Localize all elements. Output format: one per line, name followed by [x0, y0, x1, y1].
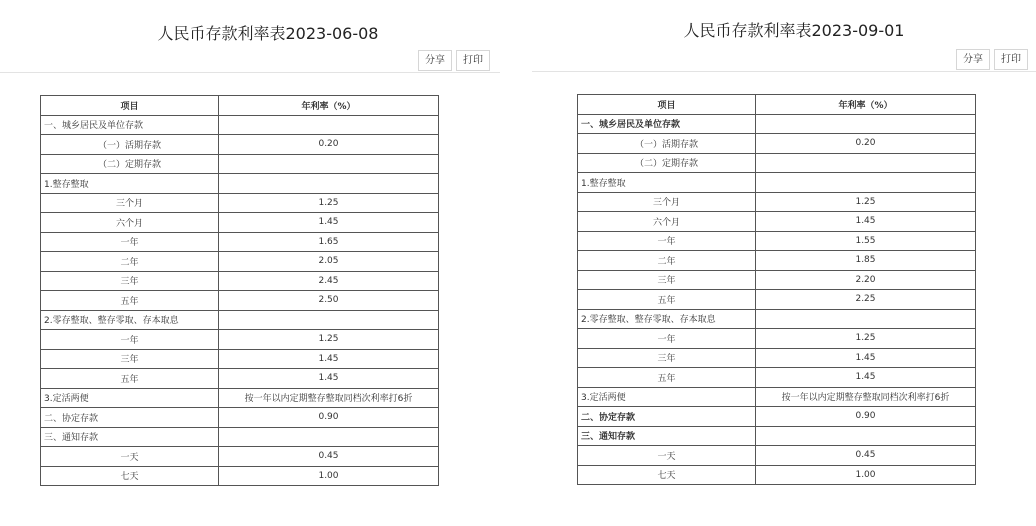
table-body: [41, 115, 439, 486]
table-row: [41, 232, 439, 252]
rate-cell: [219, 115, 439, 135]
rate-cell: 1.25: [756, 192, 976, 212]
table-row: [41, 330, 439, 350]
rate-cell: [219, 154, 439, 174]
item-cell: 五年: [578, 368, 756, 388]
rate-cell: [756, 114, 976, 134]
rate-cell: 0.45: [756, 446, 976, 466]
item-cell: 三年: [578, 270, 756, 290]
table-row: [41, 174, 439, 194]
table-row: [578, 465, 976, 485]
item-cell: 三年: [578, 348, 756, 368]
item-cell: 二年: [578, 251, 756, 271]
table-row: [41, 271, 439, 291]
table-row: [578, 368, 976, 388]
rate-cell: [219, 174, 439, 194]
table-row: [578, 192, 976, 212]
rate-cell: 1.55: [756, 231, 976, 251]
table-row: [578, 309, 976, 329]
rate-page-2023-06-08: [0, 0, 500, 526]
rate-table: [577, 94, 976, 485]
item-cell: 三、通知存款: [578, 426, 756, 446]
item-cell: 一年: [41, 330, 219, 350]
rate-cell: 按一年以内定期整存整取同档次利率打6折: [756, 387, 976, 407]
column-header-item: 项目: [578, 95, 756, 115]
rate-cell: 1.65: [219, 232, 439, 252]
table-row: [578, 114, 976, 134]
divider: [0, 72, 500, 73]
rate-cell: 按一年以内定期整存整取同档次利率打6折: [219, 388, 439, 408]
item-cell: 1.整存整取: [578, 173, 756, 193]
item-cell: 3.定活两便: [578, 387, 756, 407]
item-cell: 六个月: [578, 212, 756, 232]
item-cell: 三年: [41, 271, 219, 291]
rate-cell: 1.25: [756, 329, 976, 349]
rate-cell: 1.45: [756, 212, 976, 232]
rate-cell: 1.45: [219, 349, 439, 369]
table-row: [41, 154, 439, 174]
item-cell: 七天: [41, 466, 219, 486]
column-header-rate: 年利率（%）: [219, 96, 439, 116]
rate-table: [40, 95, 439, 486]
rate-cell: 1.00: [756, 465, 976, 485]
share-button[interactable]: 分享: [956, 49, 990, 70]
item-cell: 五年: [41, 369, 219, 389]
table-row: [578, 153, 976, 173]
table-row: [41, 388, 439, 408]
rate-page-2023-09-01: [532, 0, 1036, 526]
rate-cell: 1.85: [756, 251, 976, 271]
rate-cell: [219, 310, 439, 330]
table-header-row: [41, 96, 439, 116]
table-row: [578, 251, 976, 271]
rate-cell: 1.25: [219, 193, 439, 213]
print-button[interactable]: 打印: [994, 49, 1028, 70]
rate-cell: 2.50: [219, 291, 439, 311]
toolbar: [418, 50, 490, 71]
toolbar: [956, 49, 1028, 70]
table-row: [578, 290, 976, 310]
item-cell: 1.整存整取: [41, 174, 219, 194]
table-row: [41, 252, 439, 272]
rate-cell: 1.45: [756, 368, 976, 388]
rate-cell: 2.05: [219, 252, 439, 272]
table-row: [41, 447, 439, 467]
item-cell: 一年: [578, 329, 756, 349]
item-cell: （一）活期存款: [41, 135, 219, 155]
rate-cell: 0.90: [756, 407, 976, 427]
item-cell: （一）活期存款: [578, 134, 756, 154]
item-cell: 三年: [41, 349, 219, 369]
rate-cell: 1.45: [756, 348, 976, 368]
item-cell: 三个月: [578, 192, 756, 212]
rate-cell: [756, 426, 976, 446]
item-cell: 六个月: [41, 213, 219, 233]
item-cell: 2.零存整取、整存零取、存本取息: [41, 310, 219, 330]
rate-cell: 2.25: [756, 290, 976, 310]
table-row: [578, 446, 976, 466]
item-cell: 三、通知存款: [41, 427, 219, 447]
item-cell: 2.零存整取、整存零取、存本取息: [578, 309, 756, 329]
print-button[interactable]: 打印: [456, 50, 490, 71]
page-title: 人民币存款利率表2023-06-08: [157, 24, 379, 43]
item-cell: 二、协定存款: [41, 408, 219, 428]
rate-cell: 2.20: [756, 270, 976, 290]
table-row: [41, 213, 439, 233]
item-cell: 一年: [41, 232, 219, 252]
table-row: [578, 329, 976, 349]
table-row: [41, 135, 439, 155]
table-row: [578, 134, 976, 154]
column-header-item: 项目: [41, 96, 219, 116]
table-row: [41, 408, 439, 428]
table-row: [578, 426, 976, 446]
item-cell: 三个月: [41, 193, 219, 213]
rate-cell: [219, 427, 439, 447]
item-cell: 一年: [578, 231, 756, 251]
item-cell: 二、协定存款: [578, 407, 756, 427]
rate-cell: [756, 309, 976, 329]
table-row: [578, 231, 976, 251]
item-cell: （二）定期存款: [578, 153, 756, 173]
table-row: [578, 387, 976, 407]
item-cell: 五年: [41, 291, 219, 311]
table-row: [41, 369, 439, 389]
rate-cell: [756, 173, 976, 193]
item-cell: （二）定期存款: [41, 154, 219, 174]
table-row: [578, 348, 976, 368]
divider: [532, 71, 1036, 72]
table-row: [41, 193, 439, 213]
rate-cell: 0.45: [219, 447, 439, 467]
rate-cell: 1.45: [219, 369, 439, 389]
item-cell: 二年: [41, 252, 219, 272]
table-row: [578, 212, 976, 232]
share-button[interactable]: 分享: [418, 50, 452, 71]
item-cell: 五年: [578, 290, 756, 310]
item-cell: 一天: [41, 447, 219, 467]
table-row: [578, 270, 976, 290]
table-row: [41, 349, 439, 369]
table-body: [578, 114, 976, 485]
page-title: 人民币存款利率表2023-09-01: [683, 21, 905, 40]
table-row: [578, 407, 976, 427]
item-cell: 一、城乡居民及单位存款: [41, 115, 219, 135]
item-cell: 3.定活两便: [41, 388, 219, 408]
table-row: [578, 173, 976, 193]
table-header-row: [578, 95, 976, 115]
column-header-rate: 年利率（%）: [756, 95, 976, 115]
table-row: [41, 466, 439, 486]
rate-cell: 1.00: [219, 466, 439, 486]
table-row: [41, 310, 439, 330]
table-row: [41, 115, 439, 135]
item-cell: 七天: [578, 465, 756, 485]
rate-cell: [756, 153, 976, 173]
table-row: [41, 291, 439, 311]
rate-cell: 0.20: [219, 135, 439, 155]
item-cell: 一天: [578, 446, 756, 466]
rate-cell: 1.45: [219, 213, 439, 233]
rate-cell: 0.20: [756, 134, 976, 154]
rate-cell: 1.25: [219, 330, 439, 350]
item-cell: 一、城乡居民及单位存款: [578, 114, 756, 134]
table-row: [41, 427, 439, 447]
rate-cell: 2.45: [219, 271, 439, 291]
rate-cell: 0.90: [219, 408, 439, 428]
